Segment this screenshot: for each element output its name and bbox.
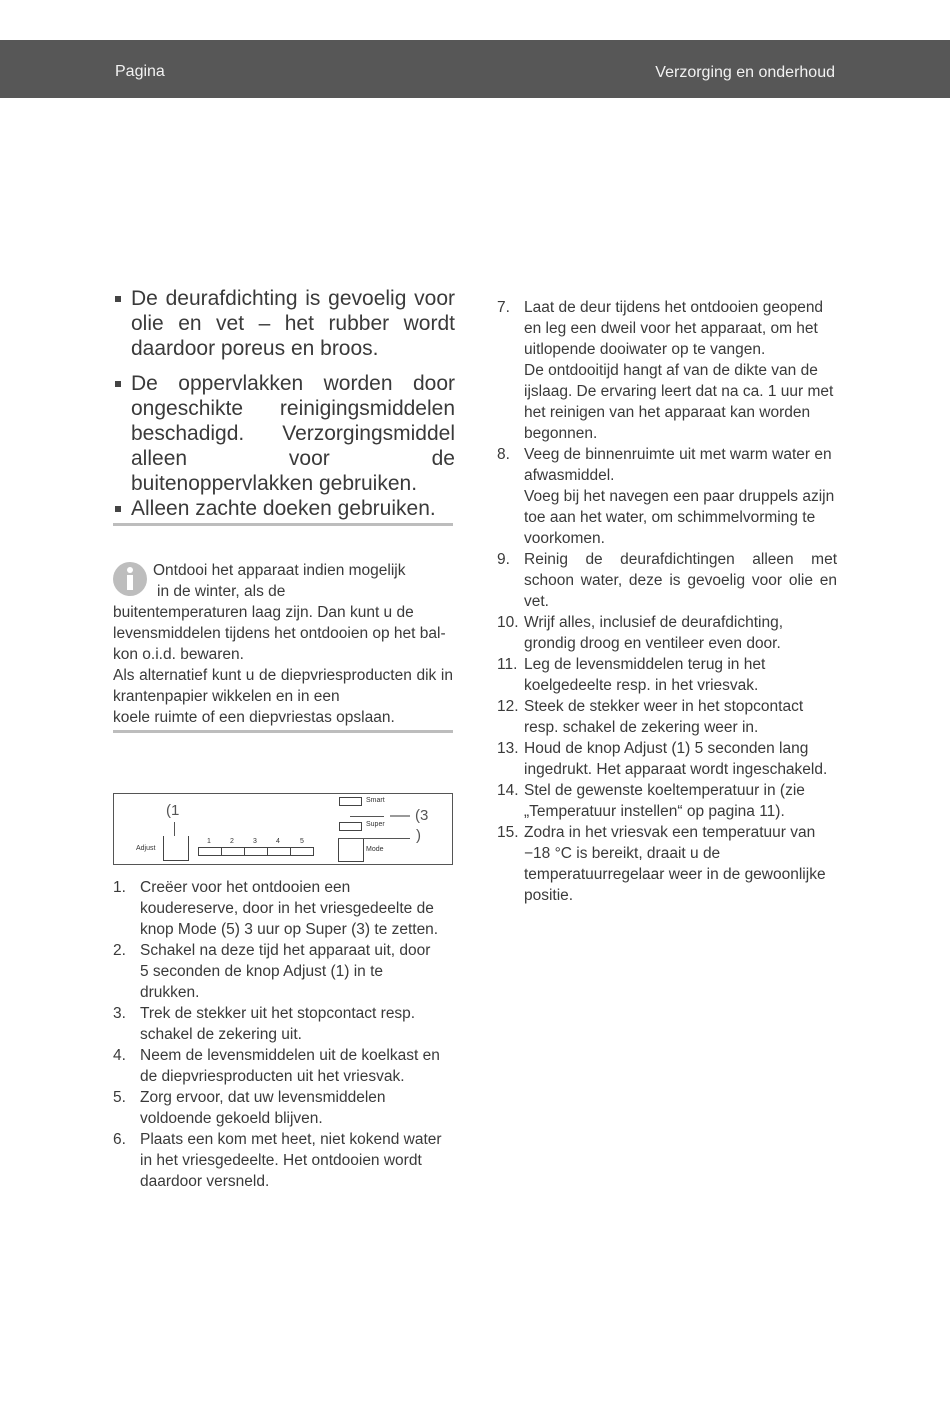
bullet-text: De deurafdichting is gevoelig voor olie en vet – het rubber wordt daardoor poreus en broos. — [131, 287, 455, 360]
step-item — [113, 877, 443, 940]
step-number: 13. — [497, 740, 519, 757]
bullet-text: buitenoppervlakken gebruiken. — [131, 472, 418, 495]
info-text-line: Ontdooi het apparaat indien mogelijk — [153, 562, 406, 579]
step-number: 8. — [497, 446, 510, 463]
page-header — [0, 40, 950, 98]
super-indicator — [339, 822, 362, 831]
step-text: Leg de levensmiddelen terug in het koelgedeelte resp. in het vriesvak. — [524, 656, 766, 694]
step-item — [497, 738, 837, 780]
step-number: 11. — [497, 656, 518, 673]
step-text: Plaats een kom met heet, niet kokend water in het vriesgedeelte. Het ontdooien wordt daardoor versneld. — [140, 1131, 442, 1190]
step-number: 10. — [497, 614, 519, 631]
callout-line — [390, 815, 410, 817]
step-text: Zodra in het vriesvak een temperatuur van −18 °C is bereikt, draait u de temperatuurregelaar weer in de gewoonlijke positie. — [524, 824, 826, 904]
step-item — [497, 780, 837, 822]
step-text: Trek de stekker uit het stopcontact resp. schakel de zekering uit. — [140, 1005, 416, 1043]
level-number: 1 — [207, 838, 211, 845]
step-text: Schakel na deze tijd het apparaat uit, door 5 seconden de knop Adjust (1) in te drukken. — [140, 942, 431, 1001]
smart-label: Smart — [366, 797, 385, 804]
bullet-text: De oppervlakken worden door ongeschikte reinigingsmiddelen beschadigd. Verzorgingsmiddel alleen voor de — [131, 372, 455, 470]
step-text: Reinig de deurafdichtingen alleen met schoon water, deze is gevoelig voor olie en vet. — [524, 551, 837, 610]
step-number: 2. — [113, 942, 126, 959]
info-note — [113, 560, 453, 733]
step-item — [497, 444, 837, 549]
level-number: 4 — [276, 838, 280, 845]
step-text: Zorg ervoor, dat uw levensmiddelen voldoende gekoeld blijven. — [140, 1089, 386, 1127]
step-text: Veeg de binnenruimte uit met warm water en afwasmiddel. — [524, 446, 832, 484]
step-number: 14. — [497, 782, 519, 799]
adjust-button — [163, 836, 189, 861]
step-item — [113, 940, 443, 1003]
level-number: 3 — [253, 838, 257, 845]
bullet-text: Alleen zachte doeken gebruiken. — [131, 497, 436, 520]
step-extra-text: Voeg bij het navegen een paar druppels azijn toe aan het water, om schimmelvorming te voorkomen. — [524, 488, 835, 547]
header-page-label: Pagina — [115, 63, 165, 80]
steps-list-right — [497, 297, 837, 906]
step-item — [497, 822, 837, 906]
bullet-item — [113, 371, 455, 471]
level-indicator — [221, 847, 245, 856]
callout-3-close: ) — [416, 827, 421, 844]
bullet-item — [113, 286, 455, 361]
level-indicator — [244, 847, 268, 856]
super-label: Super — [366, 821, 385, 828]
steps-list-left — [113, 877, 443, 1192]
step-number: 6. — [113, 1131, 126, 1148]
step-number: 1. — [113, 879, 126, 896]
step-number: 15. — [497, 824, 519, 841]
step-number: 4. — [113, 1047, 126, 1064]
step-text: Houd de knop Adjust (1) 5 seconden lang ingedrukt. Het apparaat wordt ingeschakeld. — [524, 740, 828, 778]
step-number: 5. — [113, 1089, 126, 1106]
info-text-line: kon o.i.d. bewaren. — [113, 646, 244, 663]
callout-3: (3 — [415, 807, 429, 824]
info-icon — [113, 562, 147, 596]
step-text: Neem de levensmiddelen uit de koelkast en de diepvriesproducten uit het vriesvak. — [140, 1047, 440, 1085]
step-item — [497, 654, 837, 696]
step-item — [497, 549, 837, 612]
step-text: Laat de deur tijdens het ontdooien geopend en leg een dweil voor het apparaat, om het uitlopende dooiwater op te vangen. — [524, 299, 824, 358]
step-number: 12. — [497, 698, 519, 715]
level-indicator — [290, 847, 314, 856]
header-section-title: Verzorging en onderhoud — [655, 64, 835, 81]
info-text-line: Als alternatief kunt u de diepvriesproducten dik in krantenpapier wikkelen en in een — [113, 667, 453, 705]
level-number: 5 — [300, 838, 304, 845]
mode-label: Mode — [366, 846, 384, 853]
control-panel-diagram — [113, 793, 453, 865]
step-item — [113, 1087, 443, 1129]
step-text: Steek de stekker weer in het stopcontact resp. schakel de zekering weer in. — [524, 698, 804, 736]
step-extra-text: De ontdooitijd hangt af van de dikte van de ijslaag. De ervaring leert dat na ca. 1 uur met het reinigen van het apparaat kan worden begonnen. — [524, 362, 834, 442]
step-item — [113, 1003, 443, 1045]
mode-button — [338, 838, 364, 862]
bullet-square-icon — [115, 296, 121, 302]
bullet-item — [113, 496, 455, 521]
step-item — [113, 1129, 443, 1192]
step-number: 3. — [113, 1005, 126, 1022]
step-text: Creëer voor het ontdooien een koudereserve, door in het vriesgedeelte de knop Mode (5) 3 uur op Super (3) te zetten. — [140, 879, 439, 938]
callout-1: (1 — [166, 802, 180, 819]
divider — [113, 730, 453, 733]
step-item — [497, 612, 837, 654]
warning-bullet-list — [113, 286, 455, 526]
super-bracket-line — [350, 816, 384, 817]
info-text-line: in de winter, als de — [157, 583, 286, 600]
step-number: 9. — [497, 551, 510, 568]
info-text-line: koele ruimte of een diepvriestas opslaan. — [113, 709, 395, 726]
step-number: 7. — [497, 299, 510, 316]
step-item — [113, 1045, 443, 1087]
smart-indicator — [339, 797, 362, 806]
step-item — [497, 696, 837, 738]
level-number: 2 — [230, 838, 234, 845]
step-text: Stel de gewenste koeltemperatuur in (zie „Temperatuur instellen“ op pagina 11). — [524, 782, 805, 820]
bullet-square-icon — [115, 506, 121, 512]
bullet-continuation — [113, 471, 455, 496]
step-item — [497, 297, 837, 444]
step-text: Wrijf alles, inclusief de deurafdichting, grondig droog en ventileer even door. — [524, 614, 784, 652]
bullet-square-icon — [115, 381, 121, 387]
level-indicator — [198, 847, 222, 856]
info-text-line: buitentemperaturen laag zijn. Dan kunt u de levensmiddelen tijdens het ontdooien op het bal- — [113, 604, 446, 642]
divider — [113, 523, 453, 526]
mode-line — [338, 838, 410, 839]
level-indicator — [267, 847, 291, 856]
adjust-label: Adjust — [136, 845, 156, 852]
